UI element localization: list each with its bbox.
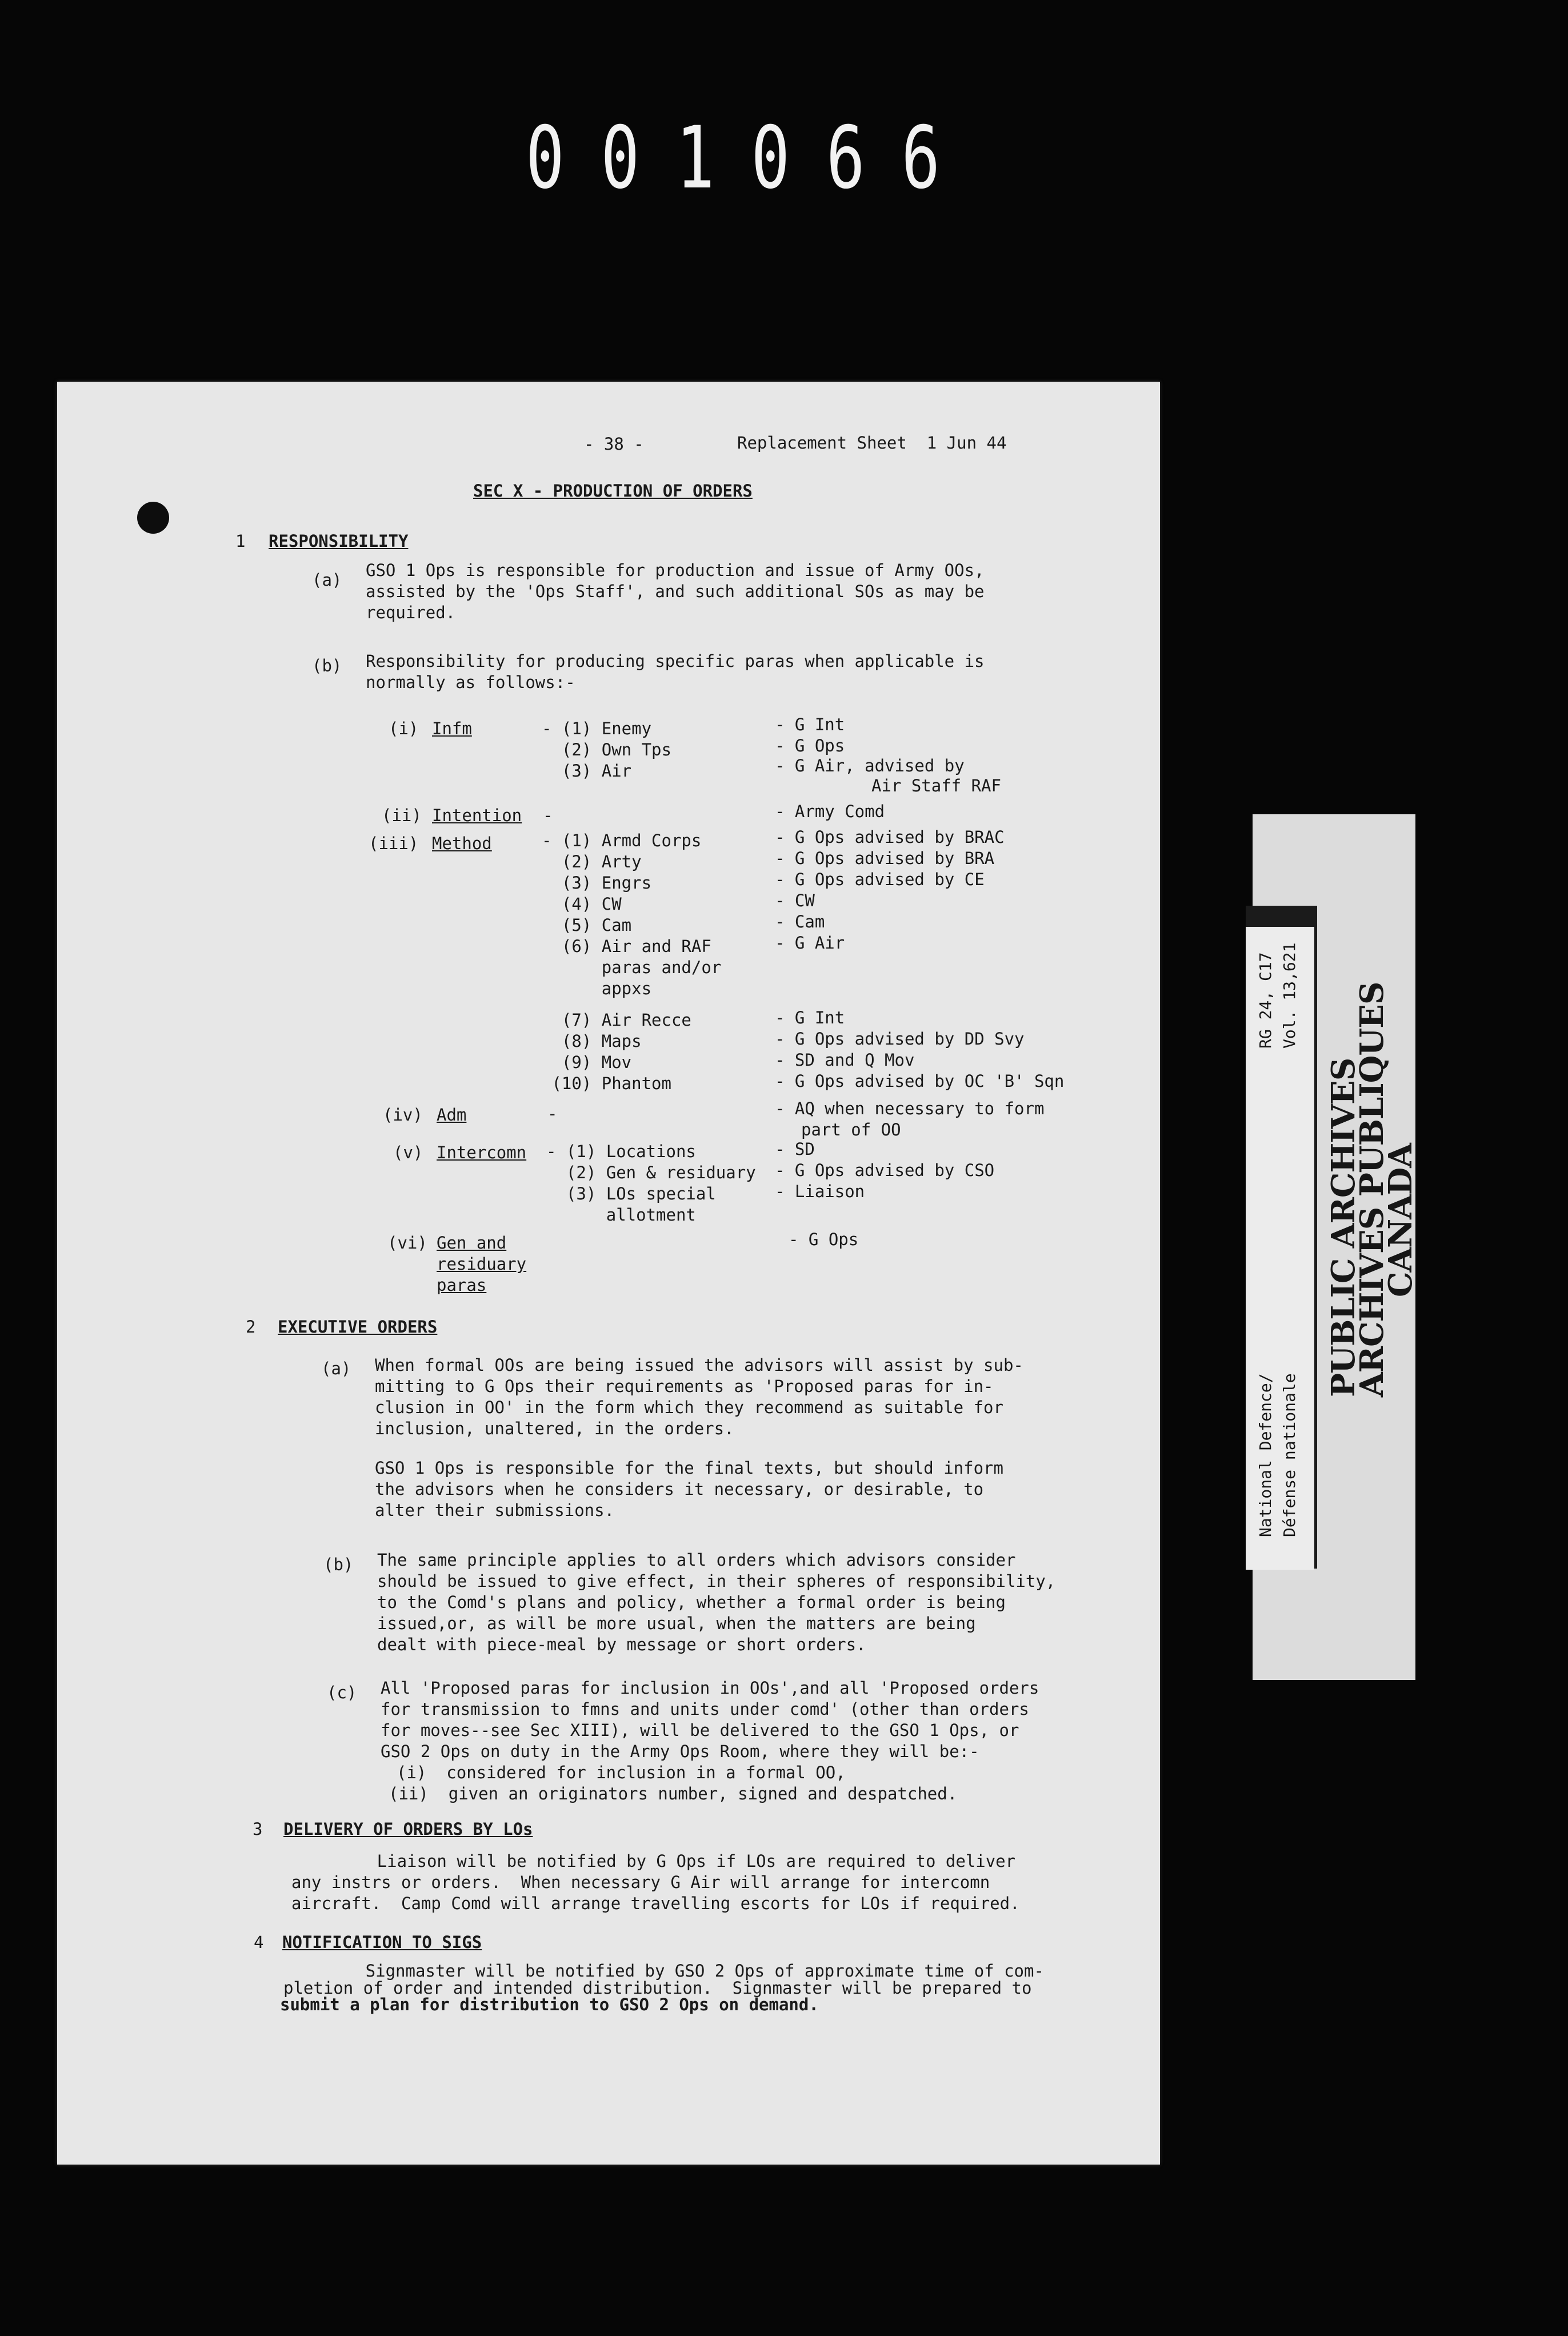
para-line: dealt with piece-meal by message or short orders. bbox=[377, 1635, 866, 1654]
item: (10) Phantom bbox=[542, 1074, 671, 1093]
para-line: Responsibility for producing specific paras when applicable is bbox=[366, 651, 985, 671]
subpara-name: paras bbox=[437, 1275, 487, 1295]
para-line: for transmission to fmns and units under comd' (other than orders bbox=[381, 1699, 1029, 1719]
subpara-name: residuary bbox=[437, 1254, 527, 1274]
responsibility: - G Air, advised by bbox=[775, 756, 965, 775]
microfilm-frame-number: 001066 bbox=[526, 109, 977, 208]
archive-reference: RG 24, C17 bbox=[1256, 952, 1275, 1049]
para-line: any instrs or orders. When necessary G Air will arrange for intercomn bbox=[291, 1873, 990, 1892]
item: - (1) Locations bbox=[546, 1142, 696, 1161]
archive-name: ARCHIVES PUBLIQUES bbox=[1353, 982, 1391, 1397]
item: (2) Gen & residuary bbox=[546, 1163, 756, 1182]
para-line: The same principle applies to all orders which advisors consider bbox=[377, 1550, 1016, 1570]
responsibility: - CW bbox=[775, 891, 815, 910]
subpara-name: Method bbox=[432, 834, 492, 853]
para-line: clusion in OO' in the form which they recommend as suitable for bbox=[375, 1398, 1003, 1417]
para-line: to the Comd's plans and policy, whether a formal order is being bbox=[377, 1593, 1006, 1612]
subpara-name: Adm bbox=[437, 1105, 467, 1125]
item: paras and/or bbox=[542, 958, 722, 977]
archive-country: CANADA bbox=[1382, 1143, 1419, 1297]
section-heading: NOTIFICATION TO SIGS bbox=[282, 1933, 482, 1952]
responsibility: - G Air bbox=[775, 933, 845, 953]
archive-reference: Vol. 13,621 bbox=[1280, 942, 1299, 1049]
para-line: GSO 2 Ops on duty in the Army Ops Room, where they will be:- bbox=[381, 1742, 979, 1761]
section-number: 3 bbox=[253, 1819, 263, 1839]
para-label: (b) bbox=[312, 656, 342, 675]
para-line: Liaison will be notified by G Ops if LOs are required to deliver bbox=[297, 1851, 1016, 1871]
responsibility: - G Ops advised by BRA bbox=[775, 849, 995, 868]
responsibility: - G Int bbox=[775, 1008, 845, 1027]
punch-hole bbox=[137, 502, 169, 534]
para-label: (a) bbox=[321, 1359, 351, 1378]
para-line: for moves--see Sec XIII), will be delivered to the GSO 1 Ops, or bbox=[381, 1721, 1019, 1740]
subpara-label: (i) bbox=[389, 719, 419, 738]
responsibility: - SD and Q Mov bbox=[775, 1050, 915, 1070]
para-line: When formal OOs are being issued the advisors will assist by sub- bbox=[375, 1355, 1023, 1375]
para-line: submit a plan for distribution to GSO 2 Ops on demand. bbox=[280, 1995, 819, 2014]
responsibility-cont: Air Staff RAF bbox=[871, 776, 1001, 795]
section-heading: DELIVERY OF ORDERS BY LOs bbox=[283, 1819, 533, 1839]
section-number: 2 bbox=[246, 1317, 256, 1337]
para-line: should be issued to give effect, in their spheres of responsibility, bbox=[377, 1571, 1056, 1591]
para-line: GSO 1 Ops is responsible for production and issue of Army OOs, bbox=[366, 561, 985, 580]
para-line: All 'Proposed paras for inclusion in OOs',and all 'Proposed orders bbox=[381, 1678, 1039, 1698]
item: (7) Air Recce bbox=[542, 1010, 691, 1030]
sub-item: (i) considered for inclusion in a formal OO, bbox=[397, 1763, 846, 1782]
subpara-label: (iv) bbox=[383, 1105, 423, 1125]
responsibility: - G Ops advised by CSO bbox=[775, 1161, 995, 1180]
responsibility: - G Ops advised by DD Svy bbox=[775, 1029, 1025, 1049]
responsibility: - G Ops bbox=[775, 736, 845, 755]
section-title: SEC X - PRODUCTION OF ORDERS bbox=[473, 481, 753, 501]
section-heading: EXECUTIVE ORDERS bbox=[278, 1317, 438, 1337]
dash: - bbox=[543, 806, 553, 825]
para-label: (c) bbox=[327, 1683, 357, 1702]
section-number: 4 bbox=[254, 1933, 264, 1952]
item: allotment bbox=[546, 1205, 696, 1225]
item: - (1) Enemy bbox=[542, 719, 652, 738]
sub-item: (ii) given an originators number, signed and despatched. bbox=[389, 1784, 958, 1803]
responsibility: - AQ when necessary to form bbox=[775, 1099, 1045, 1118]
section-heading: RESPONSIBILITY bbox=[269, 531, 409, 551]
para-line: GSO 1 Ops is responsible for the final texts, but should inform bbox=[375, 1458, 1003, 1478]
para-line: assisted by the 'Ops Staff', and such additional SOs as may be bbox=[366, 582, 985, 601]
para-line: Signmaster will be notified by GSO 2 Ops of approximate time of com- bbox=[286, 1961, 1044, 1981]
subpara-label: (vi) bbox=[387, 1233, 427, 1253]
subpara-label: (v) bbox=[393, 1143, 423, 1162]
item: (3) LOs special bbox=[546, 1184, 716, 1203]
subpara-label: (ii) bbox=[382, 806, 422, 825]
para-line: required. bbox=[366, 603, 456, 622]
item: (2) Arty bbox=[542, 852, 642, 871]
para-line: pletion of order and intended distribution. Signmaster will be prepared to bbox=[283, 1978, 1032, 1998]
responsibility: - G Ops advised by OC 'B' Sqn bbox=[775, 1071, 1065, 1091]
para-line: the advisors when he considers it necessary, or desirable, to bbox=[375, 1479, 984, 1499]
responsibility-cont: part of OO bbox=[801, 1120, 901, 1139]
item: - (1) Armd Corps bbox=[542, 831, 702, 850]
subpara-label: (iii) bbox=[369, 834, 419, 853]
para-line: alter their submissions. bbox=[375, 1501, 615, 1520]
para-label: (a) bbox=[312, 570, 342, 590]
para-line: aircraft. Camp Comd will arrange travelling escorts for LOs if required. bbox=[291, 1894, 1020, 1913]
responsibility: - Liaison bbox=[775, 1182, 865, 1201]
department-name: National Defence/ bbox=[1256, 1373, 1275, 1537]
archive-name: PUBLIC ARCHIVES bbox=[1325, 1058, 1362, 1397]
para-line: issued,or, as will be more usual, when the matters are being bbox=[377, 1614, 976, 1633]
item: (9) Mov bbox=[542, 1053, 632, 1072]
responsibility: - Cam bbox=[775, 912, 825, 931]
responsibility: - Army Comd bbox=[775, 802, 885, 821]
responsibility: - SD bbox=[775, 1139, 815, 1159]
subpara-name: Gen and bbox=[437, 1233, 507, 1253]
subpara-name: Intention bbox=[432, 806, 522, 825]
replacement-note: Replacement Sheet 1 Jun 44 bbox=[737, 433, 1007, 453]
para-line: mitting to G Ops their requirements as 'Proposed paras for in- bbox=[375, 1377, 994, 1396]
subpara-name: Intercomn bbox=[437, 1143, 527, 1162]
dash: - bbox=[547, 1104, 558, 1123]
para-label: (b) bbox=[323, 1555, 354, 1574]
responsibility: - G Ops advised by CE bbox=[775, 870, 985, 889]
item: appxs bbox=[542, 979, 652, 998]
item: (3) Air bbox=[542, 761, 632, 781]
responsibility: - G Ops bbox=[789, 1230, 859, 1249]
section-number: 1 bbox=[235, 531, 246, 551]
item: (3) Engrs bbox=[542, 873, 652, 893]
item: (8) Maps bbox=[542, 1031, 642, 1051]
para-line: inclusion, unaltered, in the orders. bbox=[375, 1419, 734, 1438]
para-line: normally as follows:- bbox=[366, 673, 575, 692]
document-page bbox=[57, 382, 1160, 2165]
item: (6) Air and RAF bbox=[542, 937, 711, 956]
item: (4) CW bbox=[542, 894, 622, 914]
item: (5) Cam bbox=[542, 915, 632, 935]
department-name: Défense nationale bbox=[1280, 1373, 1299, 1537]
subpara-name: Infm bbox=[432, 719, 472, 738]
responsibility: - G Ops advised by BRAC bbox=[775, 827, 1005, 847]
page-number: - 38 - bbox=[584, 434, 644, 454]
item: (2) Own Tps bbox=[542, 740, 671, 759]
responsibility: - G Int bbox=[775, 715, 845, 734]
